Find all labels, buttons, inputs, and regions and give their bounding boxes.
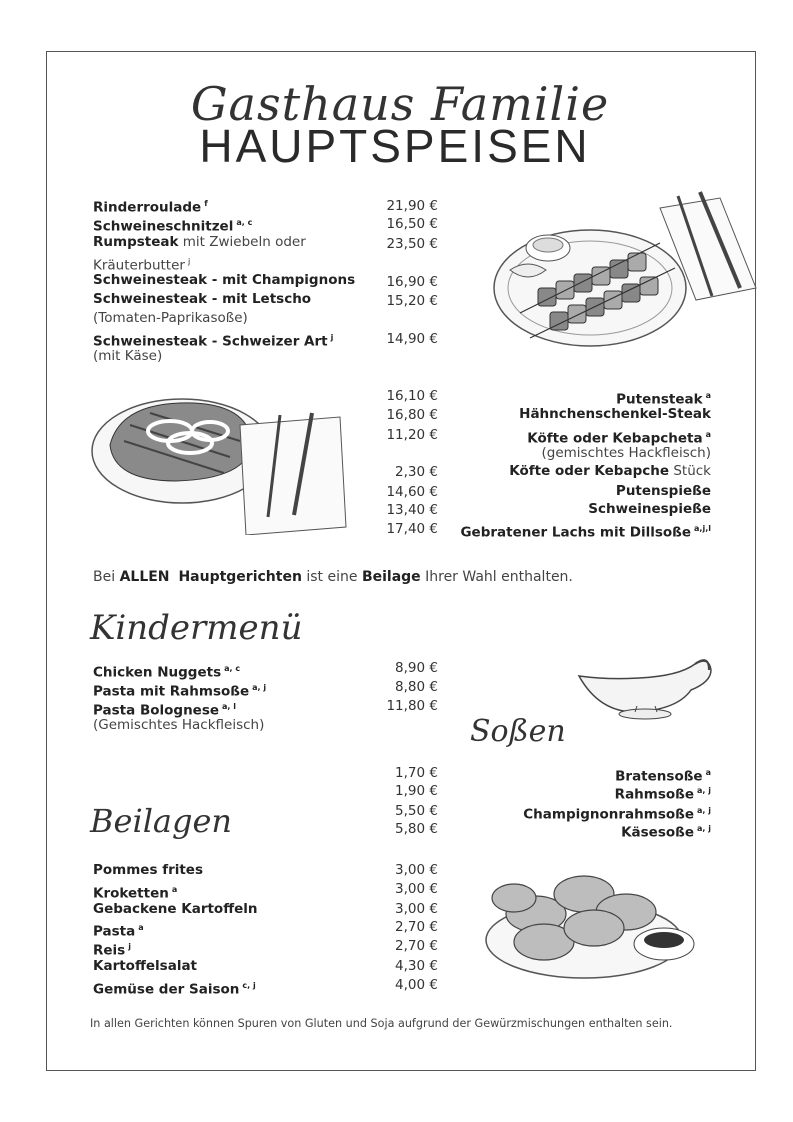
menu-item-detail	[93, 716, 264, 735]
allergen-code: a, c	[236, 218, 253, 227]
item-price: 2,30 €	[395, 464, 438, 480]
allergen-code: a	[138, 923, 144, 932]
section-heading-kids: Kindermenü	[90, 608, 303, 648]
menu-item	[93, 271, 355, 290]
allergen-code: a, l	[222, 702, 236, 711]
menu-item	[93, 861, 203, 880]
item-price: 23,50 €	[386, 236, 438, 252]
item-description: mit Zwiebeln oder	[182, 234, 306, 250]
menu-item	[440, 819, 711, 841]
item-price: 2,70 €	[395, 919, 438, 935]
item-price: 21,90 €	[386, 198, 438, 214]
menu-item	[93, 697, 236, 719]
menu-item	[440, 781, 711, 803]
menu-item-detail	[93, 252, 191, 274]
gravy-boat-icon	[575, 650, 715, 726]
item-name: Rinderroulade	[93, 199, 202, 216]
item-name: Käsesoße	[621, 824, 695, 841]
note-text: Ihrer Wahl enthalten.	[420, 569, 573, 585]
fritters-plate-icon	[484, 868, 704, 988]
item-price: 8,80 €	[395, 679, 438, 695]
menu-item	[93, 290, 311, 309]
menu-item	[93, 659, 241, 681]
item-price: 11,80 €	[386, 698, 438, 714]
item-name: Pasta	[93, 923, 136, 940]
menu-item	[440, 425, 711, 447]
item-price: 16,80 €	[386, 407, 438, 423]
item-description: Kräuterbutter	[93, 257, 185, 274]
item-name: Kroketten	[93, 885, 169, 902]
item-price: 15,20 €	[386, 293, 438, 309]
steak-plate-icon	[90, 385, 352, 535]
item-price: 1,70 €	[395, 765, 438, 781]
item-name: Pasta Bolognese	[93, 702, 220, 719]
menu-item	[93, 233, 306, 252]
item-price: 5,50 €	[395, 803, 438, 819]
allergen-code: a,j,l	[694, 524, 711, 533]
menu-item	[93, 937, 131, 959]
allergen-code: j	[128, 942, 131, 951]
item-name: Pasta mit Rahmsoße	[93, 683, 250, 700]
menu-item	[440, 482, 711, 501]
item-name: Schweineschnitzel	[93, 218, 234, 235]
item-price: 8,90 €	[395, 660, 438, 676]
menu-item	[93, 918, 144, 940]
item-name: Schweinesteak - Schweizer Art	[93, 333, 328, 350]
item-price: 5,80 €	[395, 821, 438, 837]
item-price: 14,60 €	[386, 484, 438, 500]
allergen-code: a	[705, 391, 711, 400]
item-price: 17,40 €	[386, 521, 438, 537]
item-name: Rumpsteak	[93, 234, 179, 250]
allergen-code: c, j	[242, 981, 256, 990]
item-price: 16,10 €	[386, 388, 438, 404]
item-name: Köfte oder Kebapche	[509, 463, 670, 479]
item-price: 13,40 €	[386, 502, 438, 518]
note-emphasis: Beilage	[361, 569, 421, 585]
item-description: (mit Käse)	[93, 348, 163, 364]
allergen-code: a, j	[252, 683, 267, 692]
menu-item	[440, 519, 711, 541]
restaurant-name: Gasthaus Familie	[190, 77, 610, 131]
menu-item	[440, 386, 711, 408]
item-price: 1,90 €	[395, 783, 438, 799]
allergen-code: j	[187, 257, 191, 266]
allergen-code: a, j	[697, 806, 711, 815]
menu-item	[93, 880, 178, 902]
item-name: Schweinespieße	[588, 501, 711, 517]
menu-item	[93, 328, 334, 350]
allergen-code: a, j	[697, 786, 711, 795]
item-price: 16,50 €	[386, 216, 438, 232]
menu-item	[93, 900, 258, 919]
item-name: Reis	[93, 942, 126, 959]
menu-item	[440, 462, 711, 481]
item-name: Schweinesteak - mit Letscho	[93, 291, 312, 307]
note-text: ist eine	[301, 569, 362, 585]
note-emphasis: Hauptgerichten	[178, 569, 302, 585]
item-name: Schweinesteak - mit Champignons	[93, 272, 356, 288]
item-description: Stück	[673, 463, 711, 479]
item-price: 3,00 €	[395, 862, 438, 878]
item-name: Gemüse der Saison	[93, 981, 240, 998]
item-name: Champignonrahmsoße	[523, 806, 695, 823]
item-name: Rahmsoße	[614, 786, 695, 803]
item-name: Gebackene Kartoffeln	[93, 901, 258, 917]
item-name: Köfte oder Kebapcheta	[527, 430, 703, 447]
section-heading-sauces: Soßen	[470, 714, 566, 749]
footer-disclaimer: In allen Gerichten können Spuren von Gluten und Soja aufgrund der Gewürzmischungen enthalten sein.	[90, 1017, 673, 1030]
item-name: Pommes frites	[93, 862, 203, 878]
item-name: Putensteak	[616, 391, 703, 408]
allergen-code: f	[204, 199, 208, 208]
menu-item	[440, 405, 711, 424]
page-title: HAUPTSPEISEN	[199, 120, 591, 172]
item-price: 14,90 €	[386, 331, 438, 347]
allergen-code: a	[705, 430, 711, 439]
side-dish-note	[93, 568, 573, 587]
item-price: 4,00 €	[395, 977, 438, 993]
note-text: Bei	[93, 569, 120, 585]
item-name: Gebratener Lachs mit Dillsoße	[460, 524, 692, 541]
note-emphasis: ALLEN	[119, 569, 170, 585]
item-name: Hähnchenschenkel-Steak	[519, 406, 711, 422]
allergen-code: a	[171, 885, 178, 894]
item-name: Chicken Nuggets	[93, 664, 222, 681]
item-description: (Gemischtes Hackfleisch)	[93, 717, 265, 733]
menu-item	[440, 500, 711, 519]
item-name: Kartoffelsalat	[93, 958, 198, 974]
item-price: 3,00 €	[395, 901, 438, 917]
item-description: (Tomaten-Paprikasoße)	[93, 310, 248, 326]
menu-item-detail	[93, 347, 162, 366]
menu-item	[93, 976, 256, 998]
menu-item-detail	[93, 309, 248, 328]
item-description: (gemischtes Hackfleisch)	[541, 445, 711, 461]
item-price: 4,30 €	[395, 958, 438, 974]
menu-item	[93, 194, 208, 216]
allergen-code: a, j	[697, 824, 711, 833]
item-name: Bratensoße	[615, 768, 703, 785]
item-price: 2,70 €	[395, 938, 438, 954]
allergen-code: a, c	[224, 664, 241, 673]
allergen-code: a	[705, 768, 711, 777]
item-price: 11,20 €	[386, 427, 438, 443]
item-price: 3,00 €	[395, 881, 438, 897]
menu-item	[93, 957, 197, 976]
menu-item	[93, 213, 253, 235]
menu-item-detail	[440, 444, 711, 463]
skewer-plate-icon	[490, 188, 758, 360]
menu-item	[440, 801, 711, 823]
item-name: Putenspieße	[615, 483, 711, 499]
item-price: 16,90 €	[386, 274, 438, 290]
allergen-code: j	[330, 333, 334, 342]
section-heading-sides: Beilagen	[90, 802, 233, 840]
menu-item	[440, 763, 711, 785]
menu-item	[93, 678, 267, 700]
